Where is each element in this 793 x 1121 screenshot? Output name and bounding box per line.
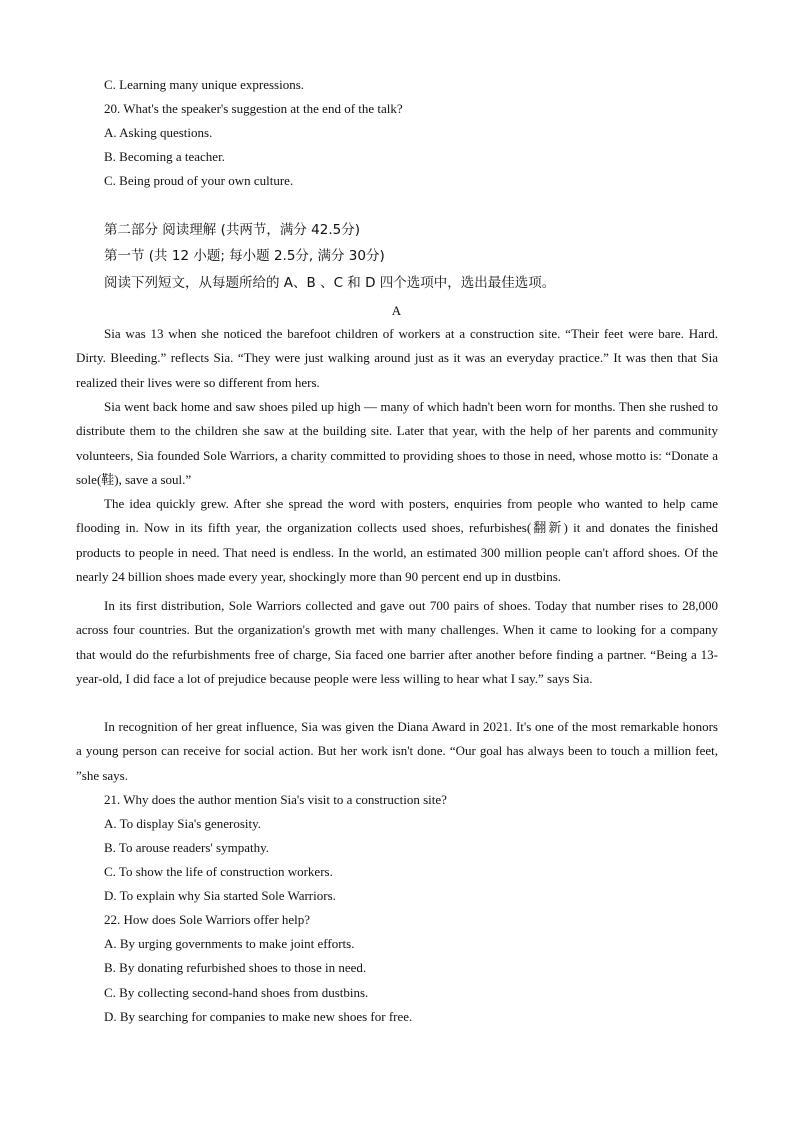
part-two-heading: 第二部分 阅读理解 (共两节，满分 42.5分)	[104, 222, 360, 238]
passage-paragraph-2: Sia went back home and saw shoes piled up high — many of which hadn't been worn for months. Then she rushed to distribute them to the children she saw at the building site. Later that year, with the help of her parents and community volunteers, Sia founded Sole Warriors, a charity committed to providing shoes to those in need, whose motto is: “Donate a sole(鞋), save a soul.”	[76, 399, 718, 487]
passage-label: A	[391, 303, 402, 318]
q22-option-d: D. By searching for companies to make new shoes for free.	[104, 1009, 413, 1024]
q20-option-b: B. Becoming a teacher.	[104, 149, 225, 164]
q20-option-c: C. Being proud of your own culture.	[104, 173, 294, 188]
passage-paragraph-5: In recognition of her great influence, Sia was given the Diana Award in 2021. It's one of the most remarkable honors a young person can receive for social action. But her work isn't done. “Our goal has always been to touch a million feet, ”she says.	[76, 719, 718, 783]
q22-option-c: C. By collecting second-hand shoes from dustbins.	[104, 985, 369, 1000]
q19-option-c: C. Learning many unique expressions.	[104, 77, 305, 92]
q21-stem: 21. Why does the author mention Sia's visit to a construction site?	[104, 792, 447, 807]
passage-paragraph-4: In its first distribution, Sole Warriors collected and gave out 700 pairs of shoes. Today that number rises to 28,000 across four countries. But the organization's growth met with many challenges. When it came to looking for a company that would do the refurbishments free of charge, Sia faced one barrier after another before finding a partner. “Being a 13-year-old, I did face a lot of prejudice because people were less willing to hear what I say.” says Sia.	[76, 598, 718, 686]
q20-option-a: A. Asking questions.	[104, 125, 213, 140]
q21-option-a: A. To display Sia's generosity.	[104, 816, 262, 831]
q22-option-a: A. By urging governments to make joint efforts.	[104, 936, 355, 951]
q22-option-b: B. By donating refurbished shoes to those in need.	[104, 960, 367, 975]
q21-option-d: D. To explain why Sia started Sole Warriors.	[104, 888, 336, 903]
q21-option-b: B. To arouse readers' sympathy.	[104, 840, 269, 855]
passage-paragraph-3: The idea quickly grew. After she spread the word with posters, enquiries from people who wanted to help came flooding in. Now in its fifth year, the organization collects used shoes, refurbishes(翻新) it and donates the finished products to people in need. That need is endless. In the world, an estimated 300 million people can't afford shoes. Of the nearly 24 billion shoes made every year, shockingly more than 90 percent end up in dustbins.	[76, 496, 718, 584]
q22-stem: 22. How does Sole Warriors offer help?	[104, 912, 311, 927]
q21-option-c: C. To show the life of construction workers.	[104, 864, 333, 879]
reading-instruction: 阅读下列短文，从每题所给的 A、B 、C 和 D 四个选项中，选出最佳选项。	[104, 275, 556, 291]
passage-paragraph-1: Sia was 13 when she noticed the barefoot children of workers at a construction site. “Their feet were bare. Hard. Dirty. Bleeding.” reflects Sia. “They were just walking around just as it was an everyday practice.” It was then that Sia realized their lives were so different from hers.	[76, 326, 718, 390]
section-one-heading: 第一节 (共 12 小题; 每小题 2.5分, 满分 30分)	[104, 248, 385, 264]
q20-stem: 20. What's the speaker's suggestion at the end of the talk?	[104, 101, 403, 116]
